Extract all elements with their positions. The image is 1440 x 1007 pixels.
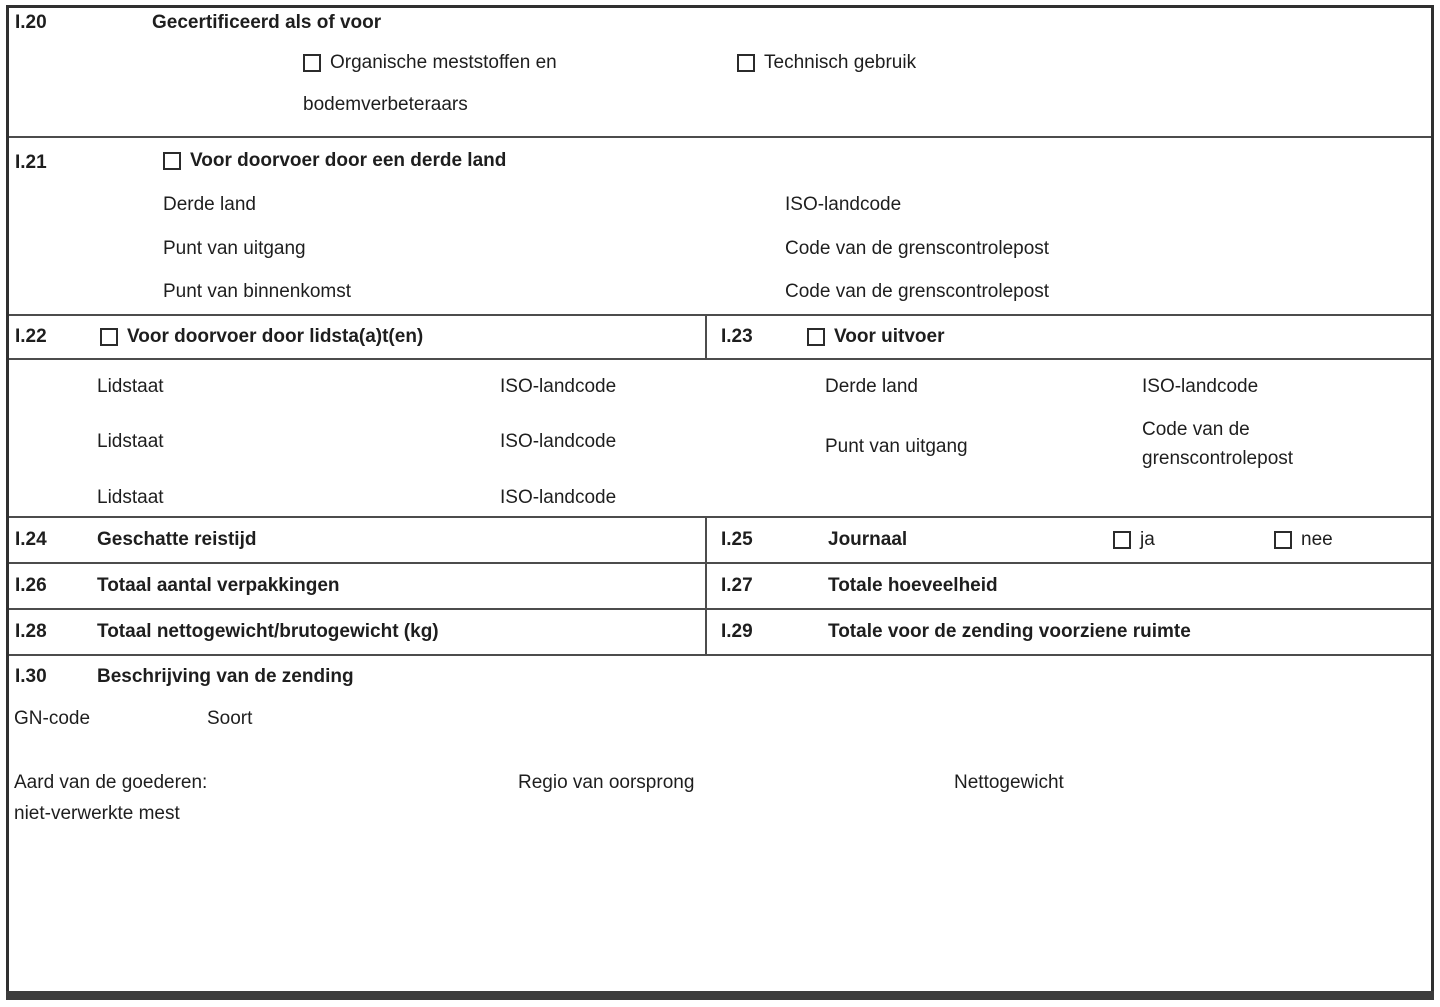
- lidstaat-label: Lidstaat: [97, 376, 164, 397]
- journaal-ja-checkbox[interactable]: [1113, 531, 1131, 549]
- page-bottom-edge: [6, 991, 1434, 1000]
- section-title-i28: Totaal nettogewicht/brutogewicht (kg): [97, 621, 439, 642]
- box-number-i23: I.23: [721, 326, 753, 347]
- regio-oorsprong-label: Regio van oorsprong: [518, 772, 695, 793]
- punt-van-uitgang-label: Punt van uitgang: [825, 436, 968, 457]
- option-doorvoer-derde-land: [163, 150, 506, 172]
- section-title-i21: Voor doorvoer door een derde land: [190, 150, 507, 171]
- i26-cell: [9, 564, 705, 608]
- organische-label-line1: Organische meststoffen en: [330, 52, 557, 73]
- section-title-i27: Totale hoeveelheid: [828, 575, 998, 596]
- section-title-i24: Geschatte reistijd: [97, 529, 257, 550]
- i24-cell: [9, 518, 705, 562]
- section-title-i29: Totale voor de zending voorziene ruimte: [828, 621, 1191, 642]
- organische-label-line2: bodemverbeteraars: [303, 94, 468, 115]
- box-number-i25: I.25: [721, 529, 753, 550]
- aard-goederen-value: niet-verwerkte mest: [14, 803, 180, 824]
- journaal-nee-checkbox[interactable]: [1274, 531, 1292, 549]
- option-journaal-ja: [1113, 529, 1155, 551]
- section-title-i30: Beschrijving van de zending: [97, 666, 354, 687]
- section-i20: [9, 8, 1431, 136]
- section-i28-i29: [9, 608, 1431, 654]
- grenscontrolepost-code-label: Code van de grenscontrolepost: [785, 238, 1050, 259]
- technisch-gebruik-label: Technisch gebruik: [764, 52, 917, 73]
- derde-land-label: Derde land: [825, 376, 918, 397]
- iso-landcode-label: ISO-landcode: [500, 487, 617, 508]
- box-number-i26: I.26: [15, 575, 47, 596]
- box-number-i30: I.30: [15, 666, 47, 687]
- iso-landcode-label: ISO-landcode: [500, 431, 617, 452]
- organische-checkbox[interactable]: [303, 54, 321, 72]
- grenscontrolepost-code-label: Code van de grenscontrolepost: [1142, 419, 1294, 470]
- section-i26-i27: [9, 562, 1431, 608]
- option-journaal-nee: [1274, 529, 1333, 551]
- doorvoer-derde-land-checkbox[interactable]: [163, 152, 181, 170]
- section-i22-i23-content: [9, 358, 1431, 516]
- i29-cell: [705, 610, 1431, 654]
- iso-landcode-label: ISO-landcode: [500, 376, 617, 397]
- lidstaat-label: Lidstaat: [97, 487, 164, 508]
- i23-header-cell: [705, 316, 1431, 358]
- i22-header-cell: [9, 316, 705, 358]
- punt-van-binnenkomst-label: Punt van binnenkomst: [163, 281, 352, 302]
- lidstaat-label: Lidstaat: [97, 431, 164, 452]
- section-i21: [9, 136, 1431, 314]
- technisch-gebruik-checkbox[interactable]: [737, 54, 755, 72]
- journaal-ja-label: ja: [1140, 529, 1155, 550]
- box-number-i21: I.21: [15, 152, 47, 173]
- option-organische: [303, 52, 557, 74]
- box-number-i20: I.20: [15, 12, 47, 33]
- section-title-i20: Gecertificeerd als of voor: [152, 12, 382, 33]
- derde-land-label: Derde land: [163, 194, 256, 215]
- doorvoer-lidstaten-checkbox[interactable]: [100, 328, 118, 346]
- i25-cell: [705, 518, 1431, 562]
- section-i24-i25: [9, 516, 1431, 562]
- option-doorvoer-lidstaten: [100, 326, 423, 348]
- section-title-i26: Totaal aantal verpakkingen: [97, 575, 340, 596]
- i28-cell: [9, 610, 705, 654]
- i27-cell: [705, 564, 1431, 608]
- section-i30: [9, 654, 1431, 991]
- gn-code-label: GN-code: [14, 708, 91, 729]
- nettogewicht-label: Nettogewicht: [954, 772, 1064, 793]
- section-title-i23: Voor uitvoer: [834, 326, 945, 347]
- box-number-i22: I.22: [15, 326, 47, 347]
- grenscontrolepost-code-label: Code van de grenscontrolepost: [785, 281, 1050, 302]
- box-number-i24: I.24: [15, 529, 47, 550]
- voor-uitvoer-checkbox[interactable]: [807, 328, 825, 346]
- option-voor-uitvoer: [807, 326, 945, 348]
- certificate-form: [6, 5, 1434, 1000]
- soort-label: Soort: [207, 708, 253, 729]
- journaal-nee-label: nee: [1301, 529, 1333, 550]
- punt-van-uitgang-label: Punt van uitgang: [163, 238, 306, 259]
- box-number-i27: I.27: [721, 575, 753, 596]
- section-title-i22: Voor doorvoer door lidsta(a)t(en): [127, 326, 424, 347]
- section-title-i25: Journaal: [828, 529, 908, 550]
- iso-landcode-label: ISO-landcode: [785, 194, 902, 215]
- option-technisch: [737, 52, 916, 74]
- iso-landcode-label: ISO-landcode: [1142, 376, 1259, 397]
- box-number-i28: I.28: [15, 621, 47, 642]
- section-i22-i23-header: [9, 314, 1431, 358]
- box-number-i29: I.29: [721, 621, 753, 642]
- aard-goederen-label: Aard van de goederen:: [14, 772, 208, 793]
